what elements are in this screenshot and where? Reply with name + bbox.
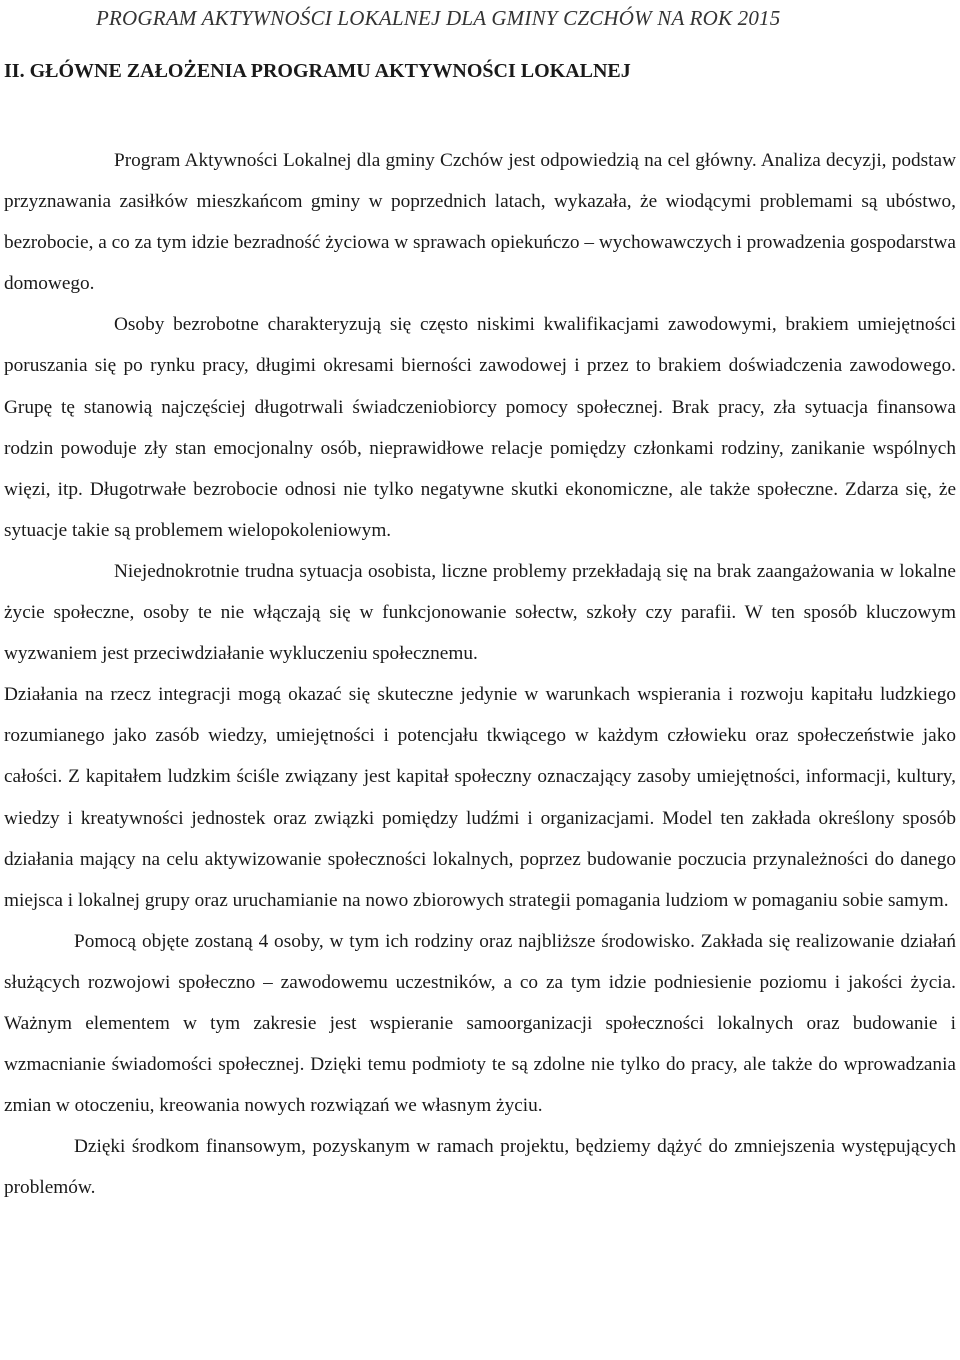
body-text bbox=[4, 140, 956, 1208]
paragraph-1: Program Aktywności Lokalnej dla gminy Czchów jest odpowiedzią na cel główny. Analiza decyzji, podstaw przyznawania zasiłków mieszkańcom gminy w poprzednich latach, wykazała, że wiodącymi problemami są ubóstwo, bezrobocie, a co za tym idzie bezradność życiowa w sprawach opiekuńczo – wychowawczych i prowadzenia gospodarstwa domowego. bbox=[4, 150, 956, 295]
paragraph-3: Niejednokrotnie trudna sytuacja osobista, liczne problemy przekładają się na brak zaangażowania w lokalne życie społeczne, osoby te nie włączają się w funkcjonowanie sołectw, szkoły czy parafii. W ten sposób kluczowym wyzwaniem jest przeciwdziałanie wykluczeniu społecznemu. bbox=[4, 560, 956, 665]
paragraph-5: Pomocą objęte zostaną 4 osoby, w tym ich rodziny oraz najbliższe środowisko. Zakłada się realizowanie działań służących rozwojowi społeczno – zawodowemu uczestników, a co za tym idzie podniesienie poziomu i jakości życia. Ważnym elementem w tym zakresie jest wspieranie samoorganizacji społeczności lokalnych oraz budowanie i wzmacnianie świadomości społecznej. Dzięki temu podmioty te są zdolne nie tylko do pracy, ale także do wprowadzania zmian w otoczeniu, kreowania nowych rozwiązań we własnym życiu. bbox=[4, 930, 956, 1117]
paragraph-4: Działania na rzecz integracji mogą okazać się skuteczne jedynie w warunkach wspierania i rozwoju kapitału ludzkiego rozumianego jako zasób wiedzy, umiejętności i potencjału tkwiącego w każdym człowieku oraz społeczeństwie jako całości. Z kapitałem ludzkim ściśle związany jest kapitał społeczny oznaczający zasoby umiejętności, informacji, kultury, wiedzy i kreatywności jednostek oraz związki pomiędzy ludźmi i organizacjami. Model ten zakłada określony sposób działania mający na celu aktywizowanie społeczności lokalnych, poprzez budowanie poczucia przynależności do danego miejsca i lokalnej grupy oraz uruchamianie na nowo zbiorowych strategii pomagania ludziom w pomaganiu sobie samym. bbox=[4, 684, 956, 911]
paragraph-2: Osoby bezrobotne charakteryzują się często niskimi kwalifikacjami zawodowymi, brakiem umiejętności poruszania się po rynku pracy, długimi okresami bierności zawodowej i przez to brakiem doświadczenia zawodowego. Grupę tę stanowią najczęściej długotrwali świadczeniobiorcy pomocy społecznej. Brak pracy, zła sytuacja finansowa rodzin powoduje zły stan emocjonalny osób, nieprawidłowe relacje pomiędzy członkami rodziny, zanikanie wspólnych więzi, itp. Długotrwałe bezrobocie odnosi nie tylko negatywne skutki ekonomiczne, ale także społeczne. Zdarza się, że sytuacje takie są problemem wielopokoleniowym. bbox=[4, 314, 956, 541]
running-header: PROGRAM AKTYWNOŚCI LOKALNEJ DLA GMINY CZCHÓW NA ROK 2015 bbox=[96, 6, 781, 30]
paragraph-6: Dzięki środkom finansowym, pozyskanym w ramach projektu, będziemy dążyć do zmniejszenia występujących problemów. bbox=[4, 1136, 956, 1199]
section-heading: II. GŁÓWNE ZAŁOŻENIA PROGRAMU AKTYWNOŚCI LOKALNEJ bbox=[4, 60, 631, 82]
